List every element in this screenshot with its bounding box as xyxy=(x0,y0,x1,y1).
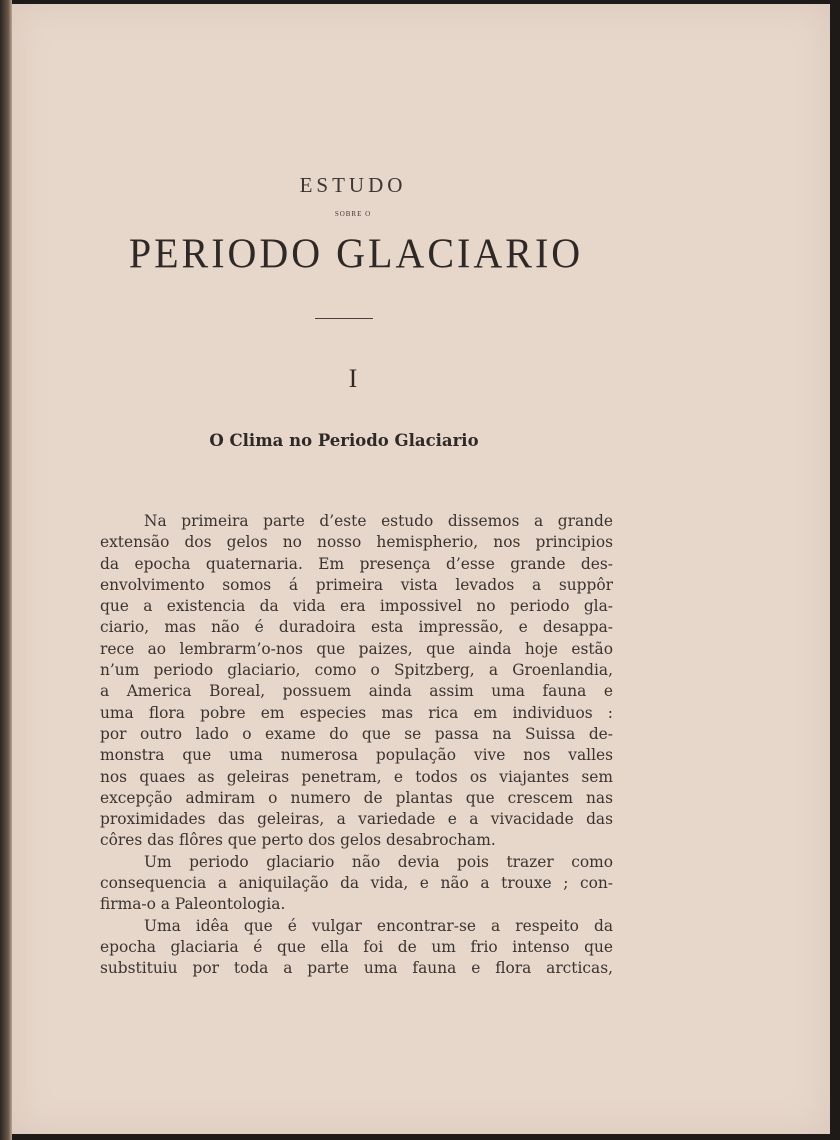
body-line: firma-o a Paleontologia. xyxy=(100,895,286,914)
body-line: da epocha quaternaria. Em presença d’esse grande des- xyxy=(100,554,613,573)
body-line: monstra que uma numerosa população vive nos valles xyxy=(100,746,613,765)
chapter-numeral: I xyxy=(348,364,358,393)
page-title: PERIODO GLACIARIO xyxy=(128,229,584,278)
body-line: substituiu por toda a parte uma fauna e flora arcticas, xyxy=(100,959,613,978)
body-line: excepção admiram o numero de plantas que crescem nas xyxy=(100,788,613,807)
body-line: n’um periodo glaciario, como o Spitzberg, a Groenlandia, xyxy=(100,661,613,680)
body-line: consequencia a aniquilação da vida, e não a trouxe ; con- xyxy=(100,874,613,893)
body-text xyxy=(100,511,613,980)
chapter-title: O Clima no Periodo Glaciario xyxy=(209,431,479,450)
title-estudo: ESTUDO xyxy=(299,173,407,197)
body-line: Uma idêa que é vulgar encontrar-se a respeito da xyxy=(144,916,613,935)
body-line: por outro lado o exame do que se passa na Suissa de- xyxy=(100,724,613,743)
body-line: Na primeira parte d’este estudo dissemos a grande xyxy=(144,512,613,530)
body-line: que a existencia da vida era impossivel no periodo gla- xyxy=(100,597,613,616)
body-line: Um periodo glaciario não devia pois trazer como xyxy=(144,852,613,871)
body-line: epocha glaciaria é que ella foi de um frio intenso que xyxy=(100,937,613,956)
body-line: côres das flôres que perto dos gelos desabrocham. xyxy=(100,831,496,850)
body-line: ciario, mas não é duradoira esta impressão, e desappa- xyxy=(100,618,613,637)
body-line: a America Boreal, possuem ainda assim uma fauna e xyxy=(100,682,613,701)
body-line: proximidades das geleiras, a variedade e a vivacidade das xyxy=(100,810,613,829)
title-divider xyxy=(315,318,373,319)
title-sobre-o: SOBRE O xyxy=(334,210,372,218)
book-page xyxy=(12,4,830,1134)
body-line: nos quaes as geleiras penetram, e todos os viajantes sem xyxy=(100,767,613,786)
body-line: envolvimento somos á primeira vista levados a suppôr xyxy=(100,575,613,594)
body-line: extensão dos gelos no nosso hemispherio, nos principios xyxy=(100,533,613,552)
book-gutter xyxy=(0,0,12,1140)
body-line: rece ao lembrarm’o-nos que paizes, que ainda hoje estão xyxy=(100,639,613,658)
body-line: uma flora pobre em especies mas rica em individuos : xyxy=(100,703,613,722)
